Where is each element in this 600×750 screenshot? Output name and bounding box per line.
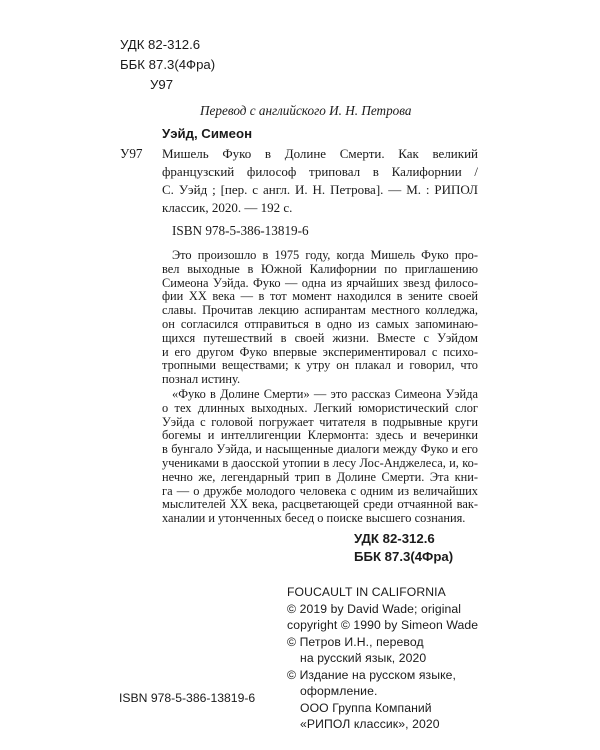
author-heading: Уэйд, Симеон [162, 126, 253, 141]
copyright-line: FOUCAULT IN CALIFORNIA [287, 585, 446, 599]
copyright-line: © 2019 by David Wade; original [287, 602, 462, 616]
author-mark: У97 [120, 146, 143, 161]
annotation-line: познал истину. [162, 372, 241, 387]
isbn-bottom: ISBN 978-5-386-13819-6 [119, 691, 256, 705]
annotation-line: щихся путешествий в своей жизни. Вместе с Уэйдом [162, 330, 478, 345]
annotation-line: мыслителей XX века, расцветающей среди отчаянной вак- [162, 497, 478, 512]
annotation-line: га — о дружбе молодого человека с одним из величайших [162, 483, 478, 498]
udk-code: УДК 82-312.6 [120, 37, 201, 52]
translation-note: Перевод с английского И. Н. Петрова [200, 103, 412, 118]
biblio-line: французский философ триповал в Калифорнии / [162, 164, 478, 179]
copyright-line: © Издание на русском языке, [287, 668, 457, 682]
bbk-code-bottom: ББК 87.3(4Фра) [354, 549, 454, 564]
annotation-line: о тех длинных выходных. Легкий юмористический слог [162, 400, 478, 415]
copyright-line: на русский язык, 2020 [300, 651, 427, 665]
udk-code-bottom: УДК 82-312.6 [354, 531, 435, 546]
annotation-line: тропными веществами; к утру он плакал и говорил, что [162, 358, 478, 373]
annotation-line: ханалии и утонченных бесед о поиске высшего сознания. [162, 511, 466, 526]
copyright-line: ООО Группа Компаний [300, 701, 432, 715]
author-mark-code: У97 [150, 77, 174, 92]
copyright-line: © Петров И.Н., перевод [287, 635, 424, 649]
copyright-line: «РИПОЛ классик», 2020 [300, 717, 440, 731]
biblio-line: С. Уэйд ; [пер. с англ. И. Н. Петрова]. — М. : РИПОЛ [162, 182, 478, 197]
copyright-line: copyright © 1990 by Simeon Wade [287, 618, 479, 632]
copyright-line: оформление. [300, 684, 378, 698]
annotation-line: в бунгало Уэйда, и насыщенные диалоги между Фуко и его [162, 442, 478, 457]
annotation-line: вел выходные в Южной Калифорнии по приглашению [162, 261, 478, 276]
annotation-line: Уэйда с головой погружает читателя в подрывные круги [162, 414, 478, 429]
biblio-line: Мишель Фуко в Долине Смерти. Как великий [162, 146, 478, 161]
annotation-line: он согласился отправиться в одно из самых запоминаю- [162, 317, 478, 331]
bbk-code: ББК 87.3(4Фра) [120, 57, 216, 72]
annotation-line: Это произошло в 1975 году, когда Мишель Фуко про- [172, 248, 478, 262]
annotation-line: славы. Прочитав лекцию аспирантам местного колледжа, [162, 303, 478, 318]
annotation-line: богемы и интеллигенции Клермонта: здесь и вечеринки [162, 428, 478, 443]
annotation-line: нечно же, легендарный трип в Долине Смерти. Эта кни- [162, 469, 478, 484]
annotation-line: Симеона Уэйда. Фуко — одна из ярчайших звезд филосо- [162, 275, 478, 290]
annotation-line: фии XX века — в тот момент находился в зените своей [162, 289, 478, 304]
biblio-line: классик, 2020. — 192 с. [162, 200, 293, 215]
isbn: ISBN 978-5-386-13819-6 [172, 223, 309, 238]
annotation-line: «Фуко в Долине Смерти» — это рассказ Симеона Уэйда [172, 387, 478, 401]
annotation-line: и его другом Фуко впервые экспериментировал с психо- [162, 344, 478, 359]
annotation-line: учениками в даосской утопии в лесу Лос-Анджелеса, и, ко- [162, 456, 478, 470]
